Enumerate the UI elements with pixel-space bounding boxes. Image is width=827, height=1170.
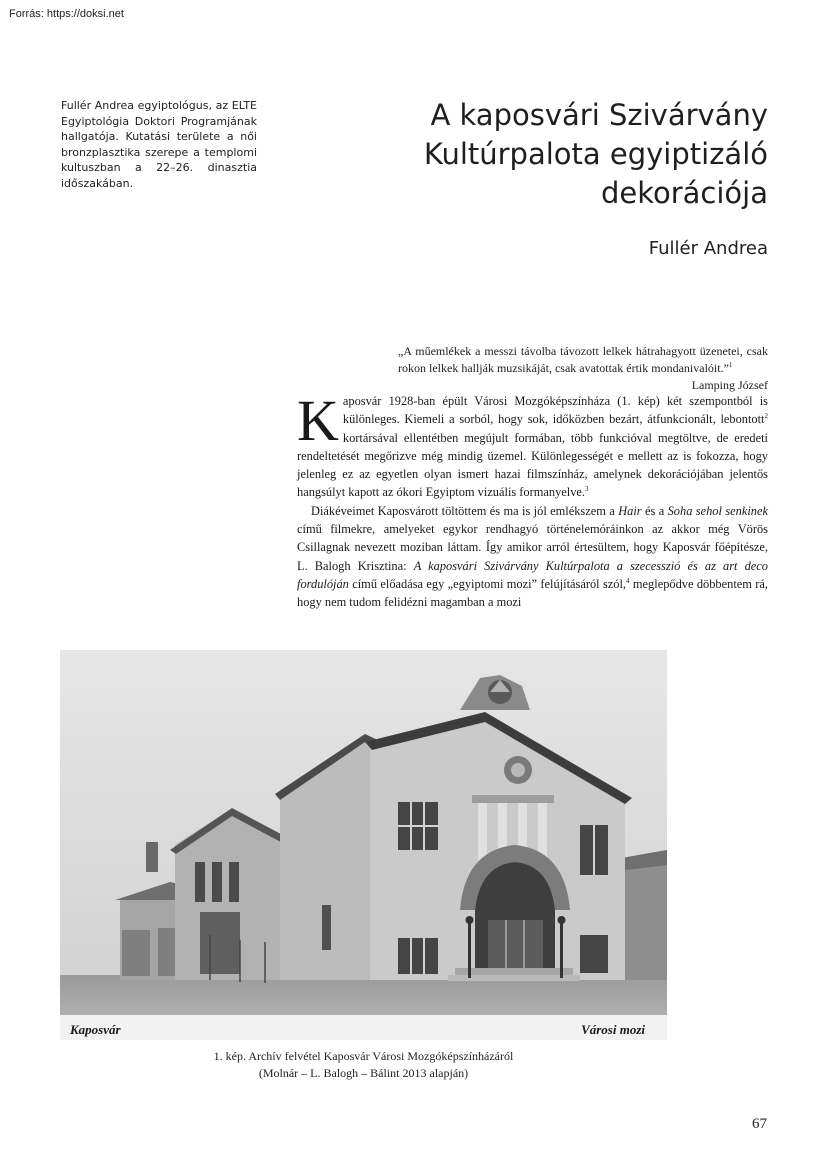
footnote-ref: 2 [764, 412, 768, 421]
paragraph-text: című filmekre, amelyeket egykor rendhagyó történelemóráinkon az akkor még Vörös Csillagnak nevezett moziban láttam. Így amikor arról értesültem, hogy Kaposvár főépítésze, L. Balogh Krisztina: [297, 522, 768, 573]
paragraph-text: Diákéveimet Kaposvárott töltöttem és ma is jól emlékszem a [311, 503, 619, 518]
film-title: Hair [618, 503, 642, 518]
paragraph-text: kortársával ellentétben megújult formában, több funkcióval megtöltve, de eredeti rendeltetését megőrizve még mindig üzemel. Különlegességét e mellett az is fokozza, hogy jelenleg ez az egyetlen olyan ismert hazai filmszínház, amelynek dekorációjában jelentős hangsúlyt kapott az ókori Egyiptom vizuális formanyelve. [297, 430, 768, 500]
caption-line-1: 1. kép. Archív felvétel Kaposvár Városi Mozgóképszínházáról [213, 1049, 514, 1063]
paragraph-text: meglepődve döbbentem rá, hogy nem tudom felidézni magamban a mozi [297, 576, 768, 610]
body-text [297, 388, 768, 612]
title-line-2: Kultúrpalota egyiptizáló [423, 137, 768, 171]
paragraph-1 [297, 388, 768, 502]
lecture-title: A kaposvári Szivárvány Kultúrpalota a szecesszió és az art deco fordulóján [297, 558, 768, 591]
caption-line-2: (Molnár – L. Balogh – Bálint 2013 alapján) [258, 1066, 469, 1080]
dropcap: K [297, 388, 339, 453]
author-note: Fullér Andrea egyiptológus, az ELTE Egyiptológia Doktori Programjának hallgatója. Kutatási területe a női bronzplasztika szerepe a templomi kultuszban a 22–26. dinasztia időszakában. [61, 99, 257, 190]
paragraph-2 [297, 502, 768, 612]
photo-label-left: Kaposvár [70, 1022, 121, 1037]
footnote-ref: 1 [728, 361, 733, 369]
cinema-building-illustration [60, 650, 667, 1040]
archive-photo [60, 650, 667, 1040]
figure-caption [60, 1048, 667, 1082]
article-title [348, 96, 768, 213]
source-label: Forrás: https://doksi.net [9, 8, 124, 20]
title-line-3: dekorációja [600, 176, 768, 210]
paragraph-text: és a [641, 503, 668, 518]
title-line-1: A kaposvári Szivárvány [430, 98, 768, 132]
motto [398, 343, 768, 394]
motto-text: „A műemlékek a messzi távolba távozott lelkek hátrahagyott üzenetei, csak rokon lelkek hallják muzsikáját, csak avatottak értik mondanivalóit.” [398, 344, 768, 375]
motto-attribution: Lamping József [691, 378, 768, 392]
footnote-ref: 3 [585, 485, 589, 494]
film-title: Soha sehol senkinek [667, 503, 768, 518]
article-author: Fullér Andrea [648, 238, 768, 259]
page-number: 67 [752, 1116, 767, 1132]
footnote-ref: 4 [626, 576, 630, 585]
photo-label-right: Városi mozi [581, 1022, 645, 1037]
paragraph-text: aposvár 1928-ban épült Városi Mozgóképszínháza (1. kép) két szempontból is különleges. Kiemeli a sorból, hogy sok, időközben bezárt, átfunkcionált, lebontott [342, 394, 768, 427]
paragraph-text: című előadása egy „egyiptomi mozi” felújításáról szól, [348, 576, 627, 591]
